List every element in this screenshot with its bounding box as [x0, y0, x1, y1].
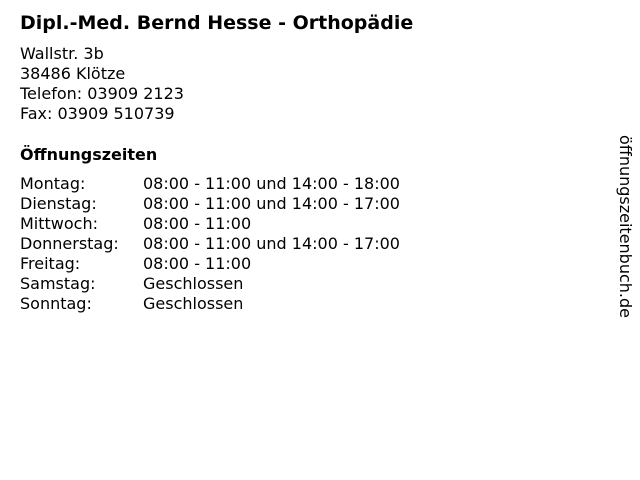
hours-day: Freitag: — [20, 254, 81, 273]
city: 38486 Klötze — [20, 64, 126, 83]
hours-time: 08:00 - 11:00 und 14:00 - 18:00 — [143, 174, 400, 193]
hours-day: Mittwoch: — [20, 214, 98, 233]
hours-day: Montag: — [20, 174, 86, 193]
hours-time: Geschlossen — [143, 274, 244, 293]
hours-day: Samstag: — [20, 274, 96, 293]
street: Wallstr. 3b — [20, 44, 104, 63]
phone: Telefon: 03909 2123 — [20, 84, 184, 103]
hours-time: 08:00 - 11:00 — [143, 214, 252, 233]
hours-time: 08:00 - 11:00 — [143, 254, 252, 273]
address-block — [20, 44, 184, 124]
fax: Fax: 03909 510739 — [20, 104, 175, 123]
hours-heading: Öffnungszeiten — [20, 145, 158, 164]
business-name: Dipl.-Med. Bernd Hesse - Orthopädie — [20, 12, 414, 34]
hours-time: 08:00 - 11:00 und 14:00 - 17:00 — [143, 194, 400, 213]
hours-time: Geschlossen — [143, 294, 244, 313]
site-brand-link[interactable]: öffnungszeitenbuch.de — [616, 135, 635, 318]
hours-day: Donnerstag: — [20, 234, 119, 253]
hours-day: Dienstag: — [20, 194, 97, 213]
hours-time: 08:00 - 11:00 und 14:00 - 17:00 — [143, 234, 400, 253]
hours-day: Sonntag: — [20, 294, 92, 313]
